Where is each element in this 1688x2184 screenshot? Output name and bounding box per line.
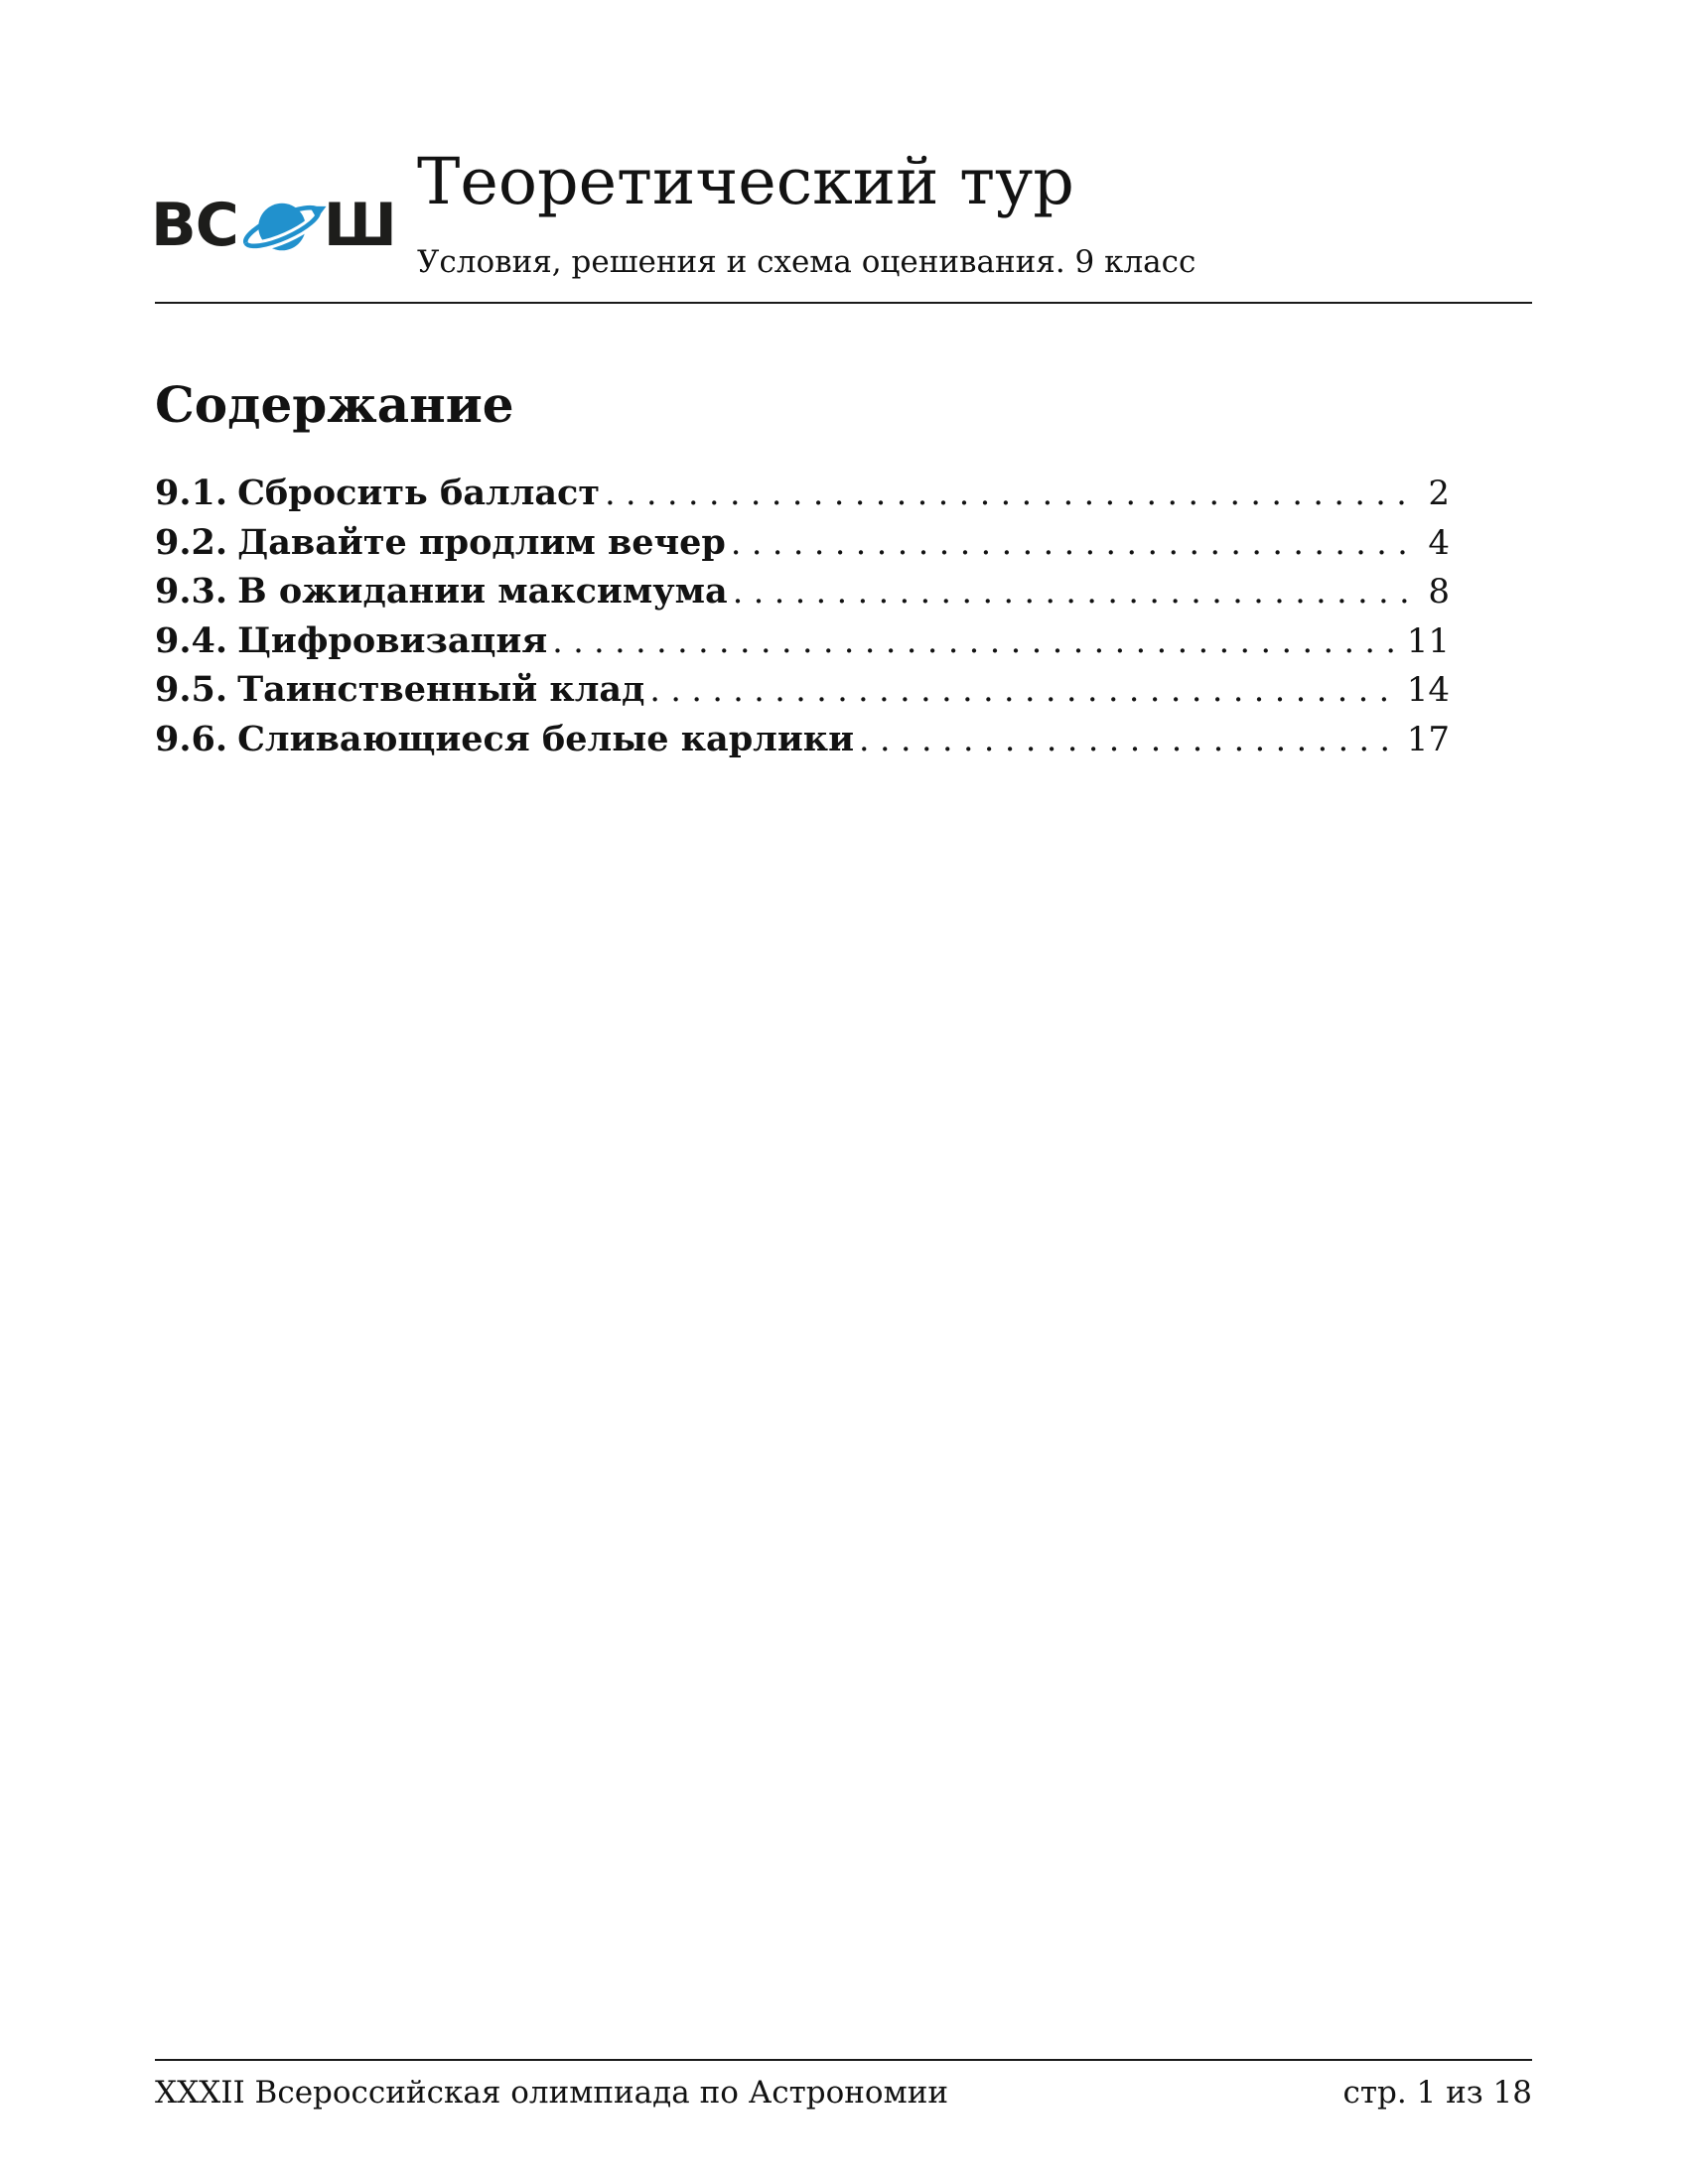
toc-entry-number: 9.4. xyxy=(155,619,228,661)
toc-entry[interactable] xyxy=(155,665,1450,715)
toc-entry[interactable] xyxy=(155,616,1450,666)
page-title: Теоретический тур xyxy=(417,145,1074,219)
footer-olympiad-name: XXXII Всероссийская олимпиада по Астрономии xyxy=(155,2075,949,2111)
toc-entry-label xyxy=(155,567,728,616)
toc-entry-number: 9.6. xyxy=(155,718,228,759)
toc-entry[interactable] xyxy=(155,567,1450,616)
vsosh-logo xyxy=(151,187,396,264)
toc-entry[interactable] xyxy=(155,518,1450,568)
toc-dot-leader xyxy=(605,469,1418,518)
toc-entry-title: Цифровизация xyxy=(237,619,548,661)
saturn-planet-icon xyxy=(236,183,328,268)
toc-entry[interactable] xyxy=(155,715,1450,764)
toc-page-number: 17 xyxy=(1406,719,1450,759)
toc-entry-label xyxy=(155,469,600,518)
toc-entry-title: Давайте продлим вечер xyxy=(237,521,726,563)
toc-page-number: 2 xyxy=(1428,474,1450,513)
page-subtitle: Условия, решения и схема оценивания. 9 класс xyxy=(417,244,1196,280)
logo-text-left: ВС xyxy=(151,191,238,260)
toc-page-number: 14 xyxy=(1406,670,1450,711)
toc-entry-label xyxy=(155,665,644,715)
footer-page-indicator: стр. 1 из 18 xyxy=(1342,2075,1532,2111)
toc-entry[interactable] xyxy=(155,469,1450,518)
toc-dot-leader xyxy=(859,715,1397,764)
toc-page-number: 11 xyxy=(1406,620,1450,661)
footer-divider xyxy=(155,2059,1532,2061)
toc-entry-title: Сливающиеся белые карлики xyxy=(237,718,855,759)
toc-page-number: 4 xyxy=(1428,522,1450,563)
toc-entry-title: В ожидании максимума xyxy=(237,571,728,613)
toc-page-number: 8 xyxy=(1428,572,1450,613)
toc-entry-number: 9.1. xyxy=(155,473,228,513)
toc-entry-number: 9.3. xyxy=(155,571,228,613)
toc-entry-label xyxy=(155,715,854,764)
toc-heading: Содержание xyxy=(155,375,514,434)
toc-list xyxy=(155,469,1450,764)
logo-text-right: Ш xyxy=(323,191,396,260)
toc-dot-leader xyxy=(731,518,1418,568)
header-divider xyxy=(155,302,1532,304)
toc-entry-title: Таинственный клад xyxy=(237,669,645,711)
toc-entry-number: 9.5. xyxy=(155,669,228,711)
toc-entry-label xyxy=(155,518,726,568)
toc-entry-number: 9.2. xyxy=(155,521,228,563)
toc-dot-leader xyxy=(649,665,1396,715)
toc-entry-label xyxy=(155,616,547,666)
toc-dot-leader xyxy=(552,616,1397,666)
toc-dot-leader xyxy=(733,567,1419,616)
toc-entry-title: Сбросить балласт xyxy=(237,473,601,513)
